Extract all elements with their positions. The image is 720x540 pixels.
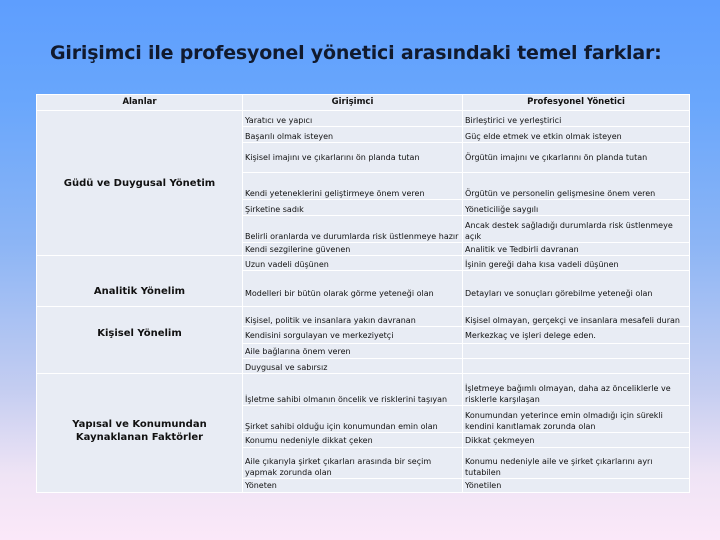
profesyonel-cell: Merkezkaç ve işleri delege eden. xyxy=(463,327,690,344)
girisimci-cell: Modelleri bir bütün olarak görme yeteneği olan xyxy=(243,271,463,307)
girisimci-cell: Kişisel, politik ve insanlara yakın davranan xyxy=(243,307,463,327)
table-header-row xyxy=(37,95,690,111)
girisimci-cell: Aile bağlarına önem veren xyxy=(243,344,463,359)
area-cell: Analitik Yönelim xyxy=(37,256,243,307)
slide-title: Girişimci ile profesyonel yönetici arasındaki temel farklar: xyxy=(50,42,662,64)
girisimci-cell: Kendi yeteneklerini geliştirmeye önem veren xyxy=(243,173,463,200)
girisimci-cell: Uzun vadeli düşünen xyxy=(243,256,463,271)
table-row xyxy=(37,111,690,127)
profesyonel-cell: Dikkat çekmeyen xyxy=(463,433,690,448)
table-row xyxy=(37,374,690,406)
girisimci-cell: Yöneten xyxy=(243,479,463,493)
table-row xyxy=(37,256,690,271)
girisimci-cell: İşletme sahibi olmanın öncelik ve risklerini taşıyan xyxy=(243,374,463,406)
girisimci-cell: Belirli oranlarda ve durumlarda risk üstlenmeye hazır xyxy=(243,216,463,243)
girisimci-cell: Kendi sezgilerine güvenen xyxy=(243,243,463,256)
profesyonel-cell: Güç elde etmek ve etkin olmak isteyen xyxy=(463,127,690,143)
profesyonel-cell: Örgütün imajını ve çıkarlarını ön planda tutan xyxy=(463,143,690,173)
profesyonel-cell xyxy=(463,359,690,374)
profesyonel-cell: Konumundan yeterince emin olmadığı için sürekli kendini kanıtlamak zorunda olan xyxy=(463,406,690,433)
area-cell: Güdü ve Duygusal Yönetim xyxy=(37,111,243,256)
girisimci-cell: Şirketine sadık xyxy=(243,200,463,216)
comparison-table xyxy=(36,94,690,493)
profesyonel-cell: Birleştirici ve yerleştirici xyxy=(463,111,690,127)
profesyonel-cell: İşletmeye bağımlı olmayan, daha az önceliklerle ve risklerle karşılaşan xyxy=(463,374,690,406)
girisimci-cell: Şirket sahibi olduğu için konumundan emin olan xyxy=(243,406,463,433)
girisimci-cell: Yaratıcı ve yapıcı xyxy=(243,111,463,127)
profesyonel-cell: Konumu nedeniyle aile ve şirket çıkarlarını ayrı tutabilen xyxy=(463,448,690,479)
header-profesyonel: Profesyonel Yönetici xyxy=(463,95,690,111)
girisimci-cell: Kendisini sorgulayan ve merkeziyetçi xyxy=(243,327,463,344)
profesyonel-cell: İşinin gereği daha kısa vadeli düşünen xyxy=(463,256,690,271)
table-row xyxy=(37,307,690,327)
area-cell: Kişisel Yönelim xyxy=(37,307,243,374)
profesyonel-cell: Ancak destek sağladığı durumlarda risk üstlenmeye açık xyxy=(463,216,690,243)
header-girisimci: Girişimci xyxy=(243,95,463,111)
area-cell: Yapısal ve Konumundan Kaynaklanan Faktörler xyxy=(37,374,243,493)
profesyonel-cell: Analitik ve Tedbirli davranan xyxy=(463,243,690,256)
profesyonel-cell: Yönetilen xyxy=(463,479,690,493)
profesyonel-cell: Örgütün ve personelin gelişmesine önem veren xyxy=(463,173,690,200)
girisimci-cell: Duygusal ve sabırsız xyxy=(243,359,463,374)
header-alanlar: Alanlar xyxy=(37,95,243,111)
girisimci-cell: Başarılı olmak isteyen xyxy=(243,127,463,143)
profesyonel-cell: Kişisel olmayan, gerçekçi ve insanlara mesafeli duran xyxy=(463,307,690,327)
girisimci-cell: Konumu nedeniyle dikkat çeken xyxy=(243,433,463,448)
profesyonel-cell: Detayları ve sonuçları görebilme yeteneği olan xyxy=(463,271,690,307)
profesyonel-cell xyxy=(463,344,690,359)
girisimci-cell: Kişisel imajını ve çıkarlarını ön planda tutan xyxy=(243,143,463,173)
girisimci-cell: Aile çıkarıyla şirket çıkarları arasında bir seçim yapmak zorunda olan xyxy=(243,448,463,479)
profesyonel-cell: Yöneticiliğe saygılı xyxy=(463,200,690,216)
